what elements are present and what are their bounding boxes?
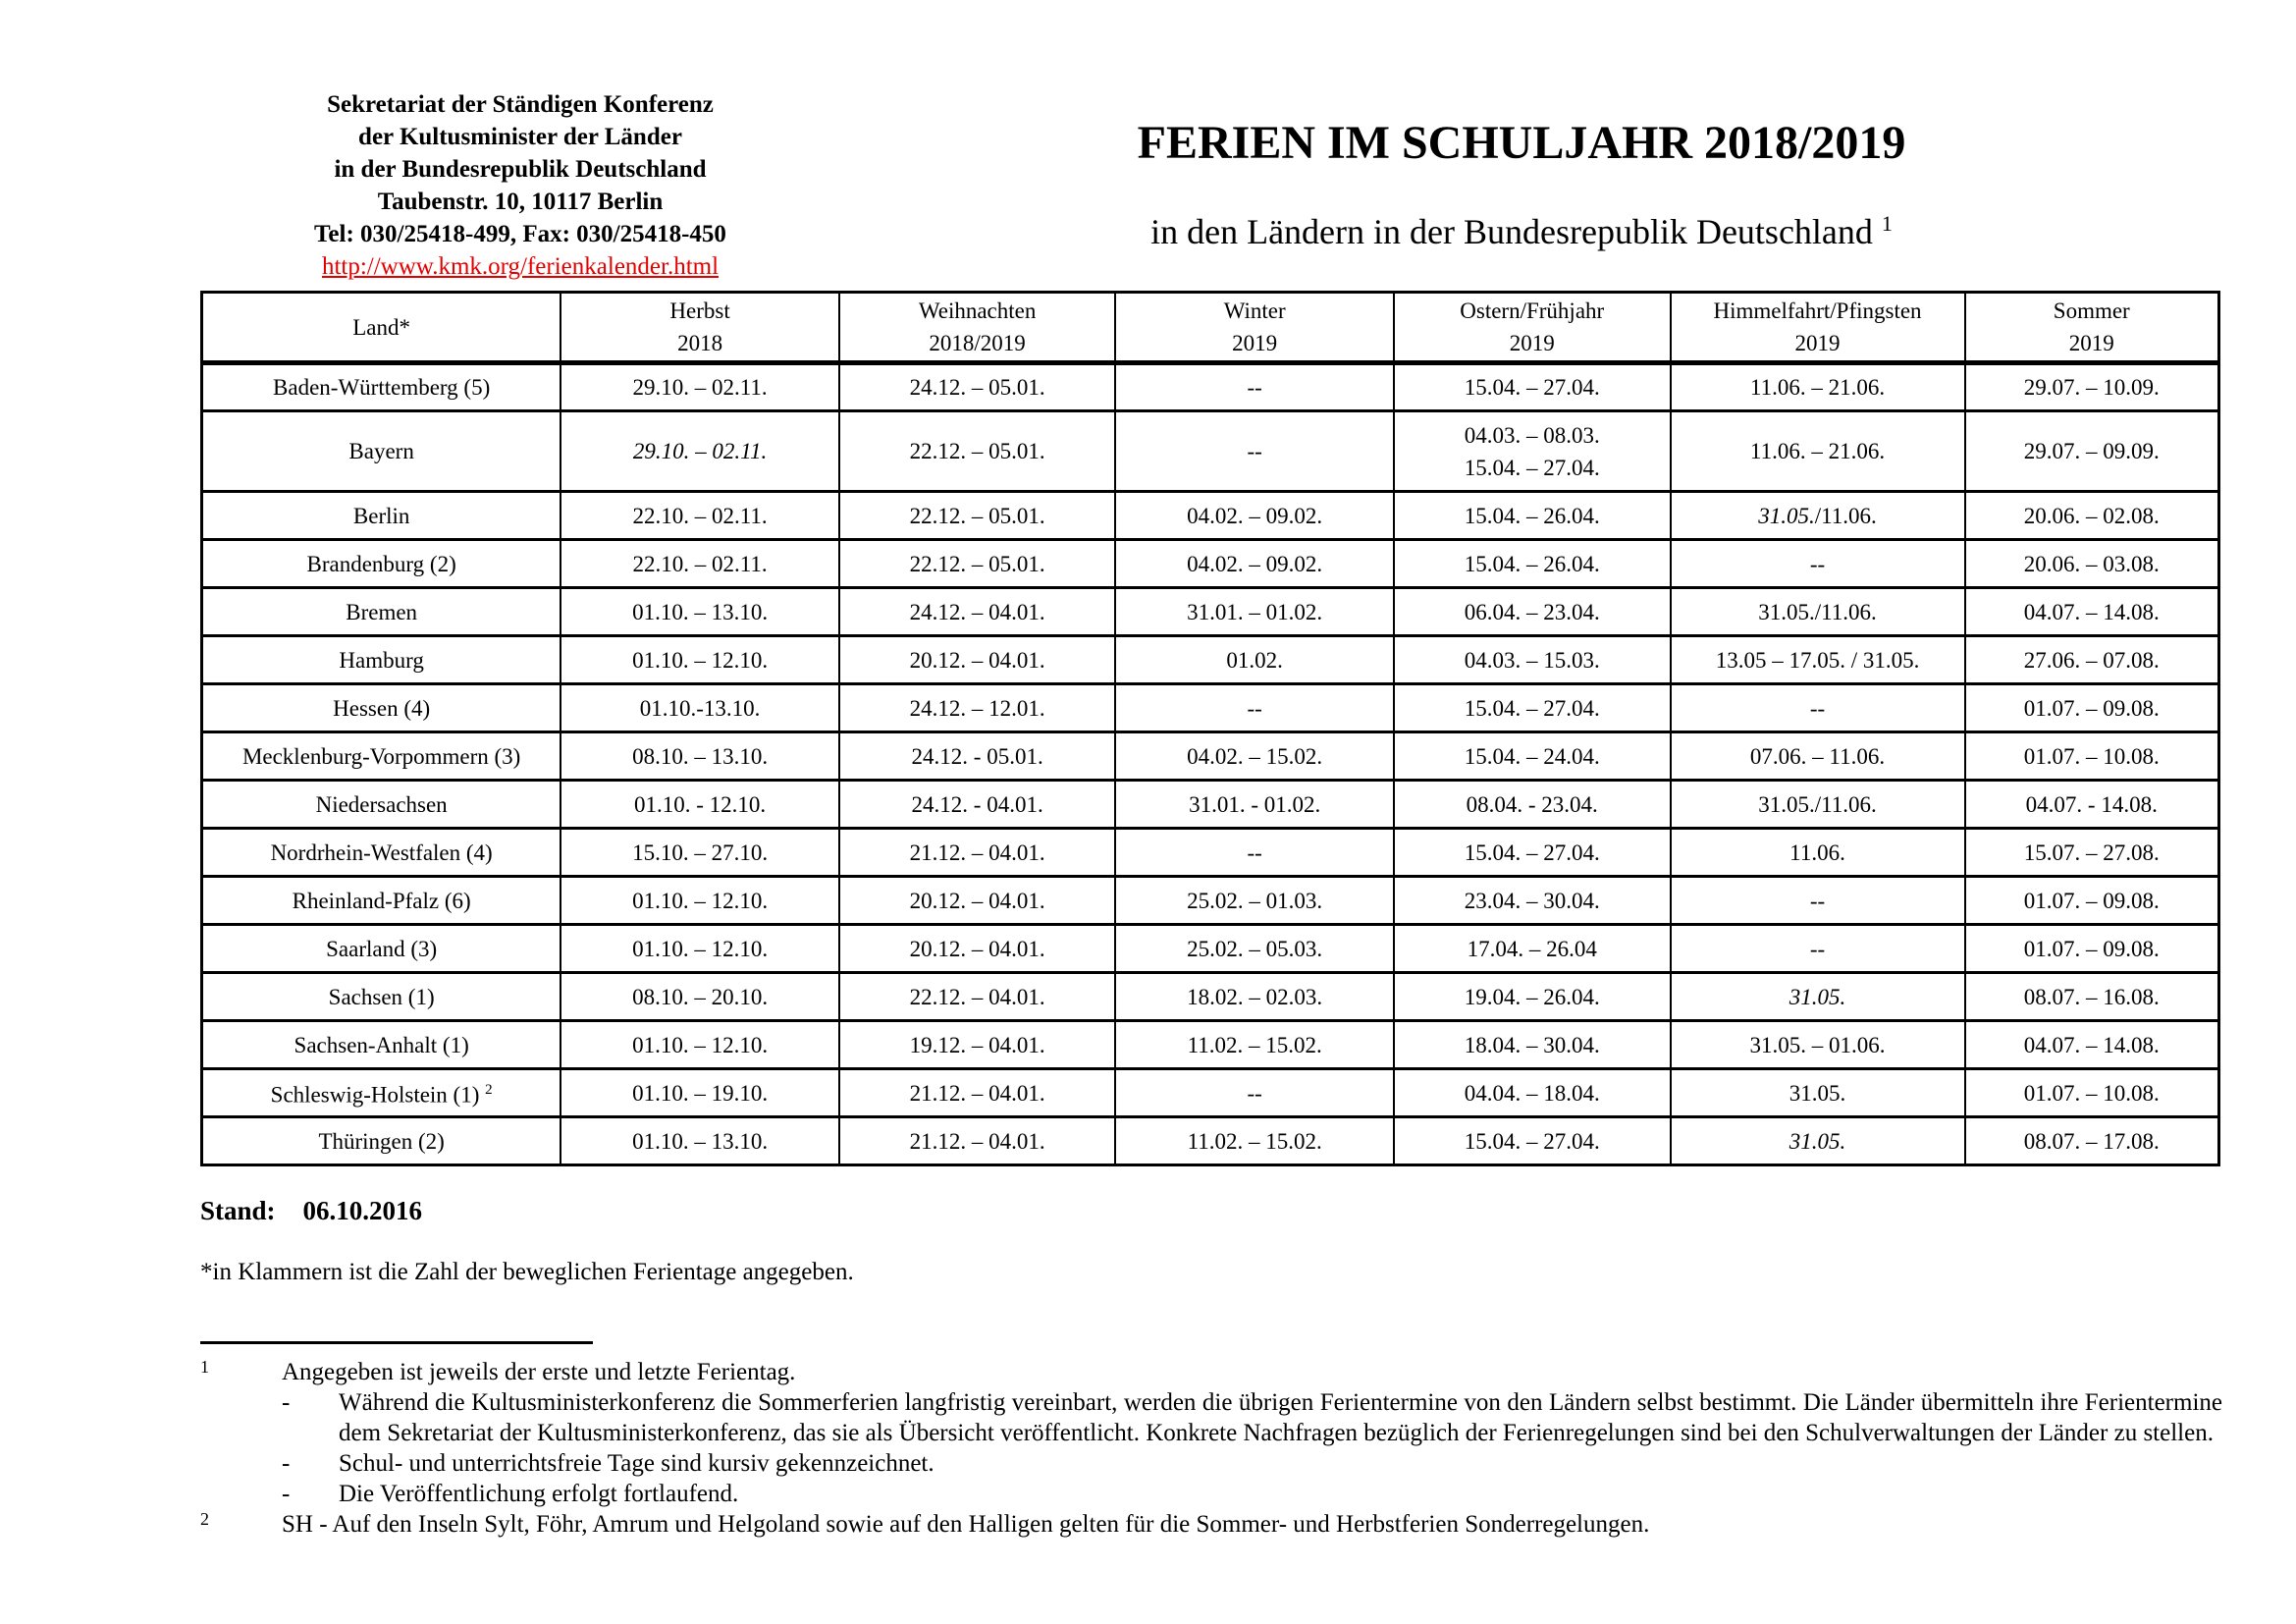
land-cell: Sachsen-Anhalt (1) [202,1021,561,1069]
asterisk-note: *in Klammern ist die Zahl der beweglichen Ferientage angegeben. [200,1259,854,1285]
date-cell: -- [1671,877,1965,925]
date-cell: 31.01. – 01.02. [1115,588,1394,636]
date-cell: 29.10. – 02.11. [561,411,839,492]
date-cell: 04.04. – 18.04. [1394,1069,1671,1117]
date-cell: 01.10. - 12.10. [561,781,839,829]
column-header: Herbst 2018 [561,293,839,363]
table-row [202,829,2219,877]
date-cell: 24.12. – 04.01. [839,588,1116,636]
date-cell: 01.07. – 09.08. [1965,877,2219,925]
date-cell: -- [1115,684,1394,732]
date-cell: -- [1671,684,1965,732]
footnote-dash-item [282,1387,2222,1448]
dash-bullet: - [282,1481,291,1507]
footnote-body [282,1509,2222,1540]
land-cell: Schleswig-Holstein (1) $^2$ [202,1069,561,1117]
date-cell: 22.12. – 05.01. [839,492,1116,540]
page-subtitle [1075,211,1968,252]
org-line-1: Sekretariat der Ständigen Konferenz [327,91,714,118]
table-row [202,973,2219,1021]
footnote-dash-text: Während die Kultusministerkonferenz die Sommerferien langfristig vereinbart, werden die übrigen Ferientermine von den Ländern selbst bestimmt. Die Länder übermitteln ihre Ferientermine dem Sekretariat der Kultusministerkonferenz, das sie als Übersicht veröffentlicht. Konkrete Nachfragen bezüglich der Ferienregelungen sind bei den Schulverwaltungen der Länder zu stellen. [339,1389,2222,1446]
date-cell: 22.10. – 02.11. [561,540,839,588]
date-cell: 23.04. – 30.04. [1394,877,1671,925]
date-cell: -- [1115,1069,1394,1117]
date-cell: 24.12. – 12.01. [839,684,1116,732]
date-cell: 19.04. – 26.04. [1394,973,1671,1021]
date-cell: 01.10. – 12.10. [561,925,839,973]
land-cell: Nordrhein-Westfalen (4) [202,829,561,877]
date-cell: 04.07. – 14.08. [1965,588,2219,636]
stand-label: Stand: [200,1196,276,1225]
date-cell: 31.05. [1671,1117,1965,1165]
date-cell: 01.10. – 13.10. [561,1117,839,1165]
date-cell: 08.07. – 16.08. [1965,973,2219,1021]
date-cell: 01.10. – 19.10. [561,1069,839,1117]
date-cell: 01.10. – 12.10. [561,1021,839,1069]
subtitle-footnote-ref: 1 [1881,211,1893,236]
column-header: Himmelfahrt/Pfingsten 2019 [1671,293,1965,363]
date-cell: 15.04. – 26.04. [1394,540,1671,588]
date-cell: 21.12. – 04.01. [839,829,1116,877]
date-cell: 01.07. – 10.08. [1965,732,2219,781]
page-title: FERIEN IM SCHULJAHR 2018/2019 [1137,117,1906,169]
date-cell: 15.04. – 27.04. [1394,1117,1671,1165]
land-cell: Berlin [202,492,561,540]
table-row [202,363,2219,411]
date-cell: 01.07. – 09.08. [1965,684,2219,732]
date-cell: 24.12. - 05.01. [839,732,1116,781]
date-cell: 25.02. – 01.03. [1115,877,1394,925]
land-cell: Hamburg [202,636,561,684]
subtitle-text: in den Ländern in der Bundesrepublik Deutschland [1150,212,1873,251]
date-cell: 22.12. – 05.01. [839,411,1116,492]
date-cell: 31.05. – 01.06. [1671,1021,1965,1069]
date-cell: 31.05. [1671,1069,1965,1117]
table-row [202,925,2219,973]
org-line-2: der Kultusminister der Länder [358,124,682,150]
land-cell: Niedersachsen [202,781,561,829]
date-cell: 20.12. – 04.01. [839,877,1116,925]
date-cell: -- [1115,829,1394,877]
date-cell: 21.12. – 04.01. [839,1117,1116,1165]
date-cell: 20.12. – 04.01. [839,925,1116,973]
date-cell: 15.04. – 24.04. [1394,732,1671,781]
table-row [202,781,2219,829]
date-cell: -- [1671,540,1965,588]
date-cell: 01.07. – 09.08. [1965,925,2219,973]
footnote-body [282,1357,2222,1509]
date-cell: 29.07. – 10.09. [1965,363,2219,411]
org-line-5: Tel: 030/25418-499, Fax: 030/25418-450 [314,221,726,247]
land-cell: Thüringen (2) [202,1117,561,1165]
column-header: Ostern/Frühjahr 2019 [1394,293,1671,363]
title-block [1075,116,1968,252]
table-row [202,636,2219,684]
date-cell: 27.06. – 07.08. [1965,636,2219,684]
date-cell: 01.10. – 12.10. [561,636,839,684]
date-cell: 01.10. – 13.10. [561,588,839,636]
table-row [202,492,2219,540]
holiday-table [200,291,2220,1166]
date-cell: -- [1115,411,1394,492]
column-header: Winter 2019 [1115,293,1394,363]
date-cell: 04.03. – 08.03. 15.04. – 27.04. [1394,411,1671,492]
footnote-text: Angegeben ist jeweils der erste und letzte Ferientag. [282,1359,796,1385]
date-cell: 31.05./11.06. [1671,781,1965,829]
land-cell: Rheinland-Pfalz (6) [202,877,561,925]
table-row [202,1021,2219,1069]
date-cell: 08.10. – 20.10. [561,973,839,1021]
date-cell: 06.04. – 23.04. [1394,588,1671,636]
date-cell: 15.04. – 27.04. [1394,684,1671,732]
table-row [202,411,2219,492]
land-cell: Saarland (3) [202,925,561,973]
footnotes [200,1357,2222,1540]
date-cell: 08.07. – 17.08. [1965,1117,2219,1165]
date-cell: 29.10. – 02.11. [561,363,839,411]
footnote-text: SH - Auf den Inseln Sylt, Föhr, Amrum und Helgoland sowie auf den Halligen gelten für die Sommer- und Herbstferien Sonderregelungen. [282,1511,1650,1538]
table-row [202,877,2219,925]
table-row [202,732,2219,781]
date-cell: 20.06. – 02.08. [1965,492,2219,540]
date-cell: 19.12. – 04.01. [839,1021,1116,1069]
org-line-4: Taubenstr. 10, 10117 Berlin [377,189,664,215]
column-header: Sommer 2019 [1965,293,2219,363]
footnote-dash-item [282,1479,2222,1509]
org-address-block [177,88,864,283]
dash-bullet: - [282,1389,291,1416]
date-cell: 24.12. - 04.01. [839,781,1116,829]
date-cell: 15.04. – 27.04. [1394,829,1671,877]
date-cell: 08.04. - 23.04. [1394,781,1671,829]
ferienkalender-link[interactable]: http://www.kmk.org/ferienkalender.html [321,253,720,280]
footnote [200,1357,2222,1509]
date-cell: 01.10.-13.10. [561,684,839,732]
date-cell: 15.10. – 27.10. [561,829,839,877]
land-cell: Bayern [202,411,561,492]
table-header-row [202,293,2219,363]
date-cell: 20.12. – 04.01. [839,636,1116,684]
date-cell: 31.05./11.06. [1671,492,1965,540]
date-cell: 08.10. – 13.10. [561,732,839,781]
date-cell: 01.10. – 12.10. [561,877,839,925]
footnote-dash-text: Schul- und unterrichtsfreie Tage sind kursiv gekennzeichnet. [339,1450,934,1477]
date-cell: 11.06. [1671,829,1965,877]
column-header: Weihnachten 2018/2019 [839,293,1116,363]
footnote-separator [200,1341,593,1344]
dash-bullet: - [282,1450,291,1477]
stand-line [200,1196,422,1226]
stand-value: 06.10.2016 [302,1196,423,1225]
date-cell: 15.04. – 26.04. [1394,492,1671,540]
land-cell: Bremen [202,588,561,636]
date-cell: 31.05./11.06. [1671,588,1965,636]
date-cell: 15.07. – 27.08. [1965,829,2219,877]
footnote-dash-text: Die Veröffentlichung erfolgt fortlaufend. [339,1481,739,1507]
date-cell: 11.02. – 15.02. [1115,1117,1394,1165]
date-cell: -- [1115,363,1394,411]
date-cell: 04.02. – 09.02. [1115,540,1394,588]
footnote-marker: 1 [200,1357,209,1377]
date-cell: 11.02. – 15.02. [1115,1021,1394,1069]
date-cell: 31.05. [1671,973,1965,1021]
date-cell: 01.02. [1115,636,1394,684]
date-cell: 04.02. – 15.02. [1115,732,1394,781]
date-cell: 11.06. – 21.06. [1671,363,1965,411]
table-row [202,540,2219,588]
date-cell: 13.05 – 17.05. / 31.05. [1671,636,1965,684]
date-cell: 04.07. – 14.08. [1965,1021,2219,1069]
table-row [202,1117,2219,1165]
date-cell: 22.12. – 05.01. [839,540,1116,588]
land-cell: Mecklenburg-Vorpommern (3) [202,732,561,781]
date-cell: 04.03. – 15.03. [1394,636,1671,684]
date-cell: 20.06. – 03.08. [1965,540,2219,588]
table-row [202,588,2219,636]
date-cell: 15.04. – 27.04. [1394,363,1671,411]
date-cell: 29.07. – 09.09. [1965,411,2219,492]
date-cell: 04.07. - 14.08. [1965,781,2219,829]
date-cell: -- [1671,925,1965,973]
land-cell: Baden-Württemberg (5) [202,363,561,411]
footnote [200,1509,2222,1540]
date-cell: 18.04. – 30.04. [1394,1021,1671,1069]
land-cell: Sachsen (1) [202,973,561,1021]
date-cell: 11.06. – 21.06. [1671,411,1965,492]
footnote-marker: 2 [200,1509,209,1529]
date-cell: 21.12. – 04.01. [839,1069,1116,1117]
org-line-3: in der Bundesrepublik Deutschland [334,156,707,183]
date-cell: 24.12. – 05.01. [839,363,1116,411]
table-row [202,1069,2219,1117]
land-cell: Hessen (4) [202,684,561,732]
footnote-dash-item [282,1448,2222,1479]
table-row [202,684,2219,732]
date-cell: 22.10. – 02.11. [561,492,839,540]
column-header: Land* [202,293,561,363]
date-cell: 31.01. - 01.02. [1115,781,1394,829]
date-cell: 25.02. – 05.03. [1115,925,1394,973]
land-cell: Brandenburg (2) [202,540,561,588]
date-cell: 17.04. – 26.04 [1394,925,1671,973]
date-cell: 07.06. – 11.06. [1671,732,1965,781]
date-cell: 04.02. – 09.02. [1115,492,1394,540]
date-cell: 01.07. – 10.08. [1965,1069,2219,1117]
date-cell: 18.02. – 02.03. [1115,973,1394,1021]
date-cell: 22.12. – 04.01. [839,973,1116,1021]
